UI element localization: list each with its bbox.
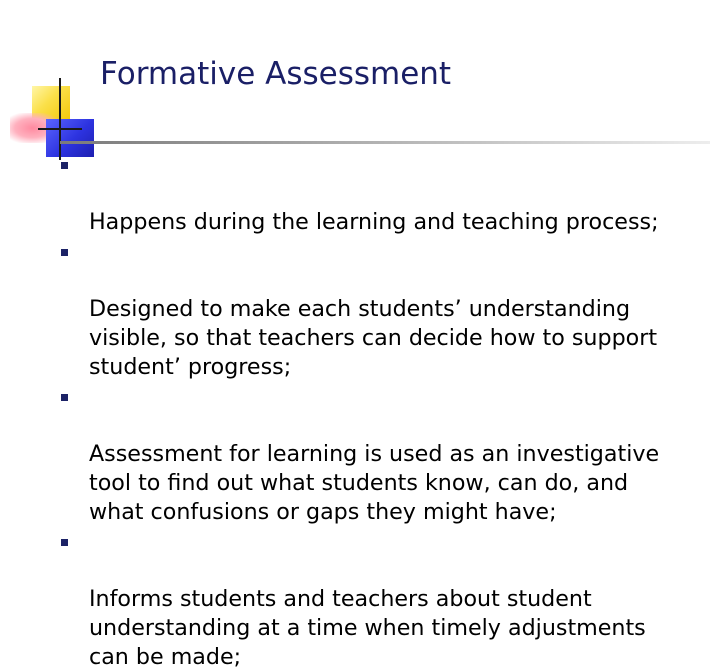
bullet-text: Informs students and teachers about student understanding at a time when timely adjustments can be made; [89,586,646,670]
slide-title: Formative Assessment [100,56,452,92]
decorative-logo [0,0,100,160]
square-bullet-icon [61,539,68,546]
bullet-item [60,237,710,382]
bullet-text: Happens during the learning and teaching process; [89,209,659,235]
logo-vertical-line [59,78,61,160]
square-bullet-icon [61,162,68,169]
square-bullet-icon [61,394,68,401]
bullet-list [60,150,710,672]
bullet-text: Assessment for learning is used as an investigative tool to find out what students know, can do, and what confusions or gaps they might have; [89,441,660,525]
logo-horizontal-line [38,128,82,130]
bullet-text: Designed to make each students’ understanding visible, so that teachers can decide how to support student’ progress; [89,296,658,380]
square-bullet-icon [61,249,68,256]
title-divider [60,141,710,144]
bullet-item [60,150,710,237]
bullet-item [60,382,710,527]
bullet-item [60,527,710,672]
